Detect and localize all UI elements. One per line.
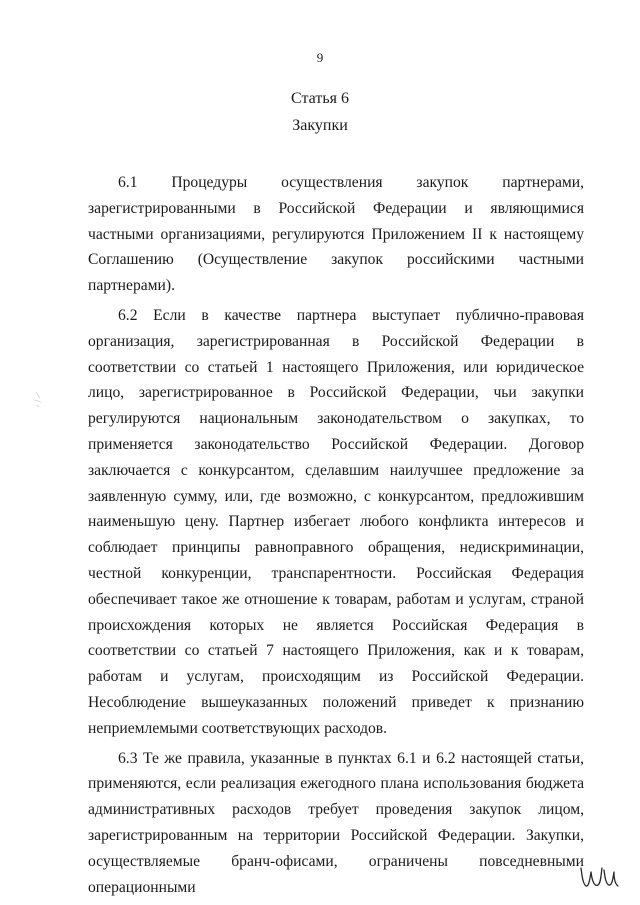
paragraph-6-3: 6.3 Те же правила, указанные в пунктах 6.1 и 6.2 настоящей статьи, применяются, если реализация ежегодного плана использования бюджета административных расходов требует проведения закупок лицом, зарегистрированным на территории Российской Федерации. Закупки, осуществляемые бранч-офисами, ограничены повседневными операционными — [88, 749, 584, 896]
paragraph-6-1: 6.1 Процедуры осуществления закупок партнерами, зарегистрированными в Российской Федерации и являющимися частными организациями, регулируются Приложением II к настоящему Соглашению (Осуществление закупок российскими частными партнерами). — [88, 174, 584, 295]
article-title: Статья 6 — [291, 90, 349, 107]
article-subtitle: Закупки — [292, 117, 348, 134]
paragraph-6-2: 6.2 Если в качестве партнера выступает публично-правовая организация, зарегистрированная в Российской Федерации в соответствии со статьей 1 настоящего Приложения, или юридическое лицо, зарегистрированное в Российской Федерации, чьи закупки регулируются национальным законодательством о закупках, то применяется законодательство Российской Федерации. Договор заключается с конкурсантом, сделавшим наилучшее предложение за заявленную сумму, или, где возможно, с конкурсантом, предложившим наименьшую цену. Партнер избегает любого конфликта интересов и соблюдает принципы равноправного обращения, недискриминации, честной конкуренции, транспарентности. Российская Федерация обеспечивает такое же отношение к товарам, работам и услугам, страной происхождения которых не является Российская Федерация в соответствии со статьей 7 настоящего Приложения, как и к товарам, работам и услугам, происходящим из Российской Федерации. Несоблюдение вышеуказанных положений приведет к признанию неприемлемыми соответствующих расходов. — [88, 306, 584, 737]
article-body — [88, 170, 584, 900]
signature-initials-icon — [578, 858, 620, 890]
page-number: 9 — [316, 50, 324, 65]
margin-mark-icon — [34, 390, 44, 408]
